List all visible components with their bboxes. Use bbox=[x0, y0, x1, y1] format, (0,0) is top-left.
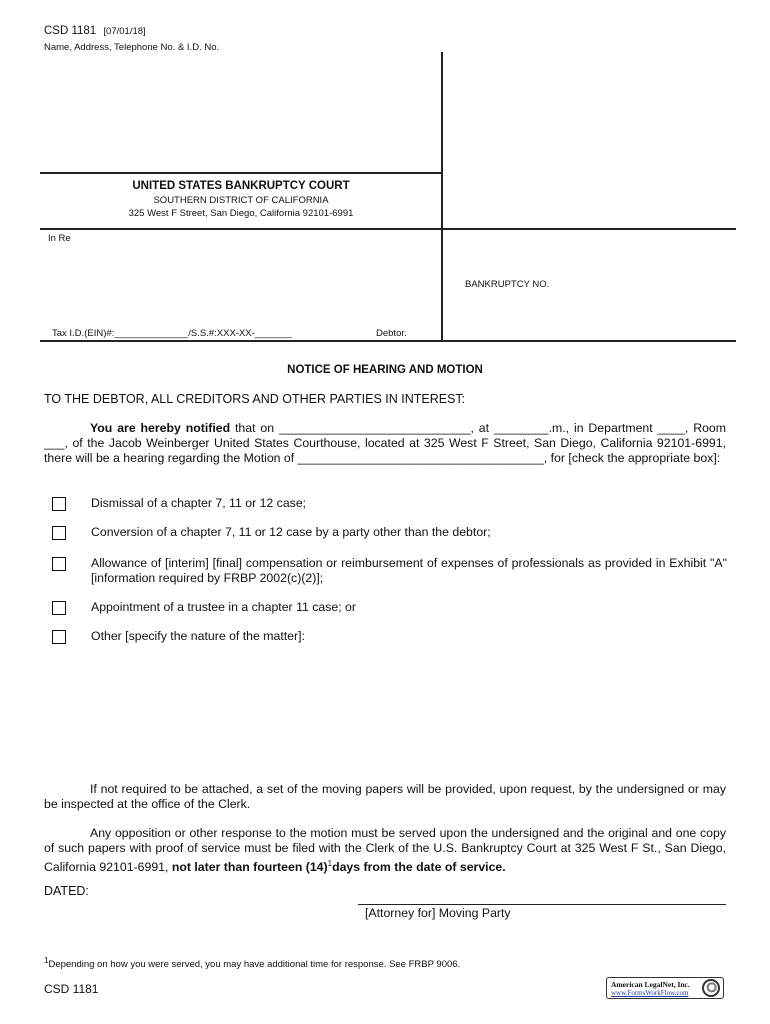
form-code-text: CSD 1181 bbox=[44, 25, 97, 37]
option-other-label: Other [specify the nature of the matter]: bbox=[91, 629, 305, 643]
debtor-label: Debtor. bbox=[376, 328, 407, 339]
caption-rule-top bbox=[40, 172, 442, 174]
court-address: 325 West F Street, San Diego, California 92101-6991 bbox=[128, 208, 354, 219]
caption-rule-bottom bbox=[40, 340, 736, 342]
opposition-paragraph bbox=[44, 826, 726, 875]
opposition-text: Any opposition or other response to the motion must be served upon the undersigned and the original and one copy of such papers with proof of service must be filed with the Clerk of the U.S. Bankruptcy Court at 325 West F St., San Diego, California 92101-6991, bbox=[44, 826, 726, 875]
badge-company-name: American LegalNet, Inc. bbox=[611, 980, 690, 989]
court-district: SOUTHERN DISTRICT OF CALIFORNIA bbox=[153, 195, 329, 206]
checkbox-trustee[interactable] bbox=[52, 601, 66, 615]
notified-bold: You are hereby notified bbox=[90, 421, 231, 435]
checkbox-dismissal[interactable] bbox=[52, 497, 66, 511]
signature-line[interactable] bbox=[358, 904, 726, 905]
option-allowance-label: Allowance of [interim] [final] compensation or reimbursement of expenses of professionals as provided in Exhibit "A" [information required by FRBP 2002(c)(2)]; bbox=[91, 556, 727, 585]
legalnet-logo-icon bbox=[702, 979, 720, 997]
option-conversion bbox=[52, 525, 727, 540]
checkbox-conversion[interactable] bbox=[52, 526, 66, 540]
checkbox-allowance[interactable] bbox=[52, 557, 66, 571]
option-trustee-label: Appointment of a trustee in a chapter 11 case; or bbox=[91, 600, 356, 614]
option-allowance bbox=[52, 556, 727, 586]
option-other bbox=[52, 629, 727, 644]
deadline-bold: not later than fourteen (14) bbox=[171, 860, 328, 875]
option-dismissal-label: Dismissal of a chapter 7, 11 or 12 case; bbox=[91, 496, 307, 510]
notice-title: NOTICE OF HEARING AND MOTION bbox=[287, 364, 483, 376]
footnote-mark: 1 bbox=[44, 956, 49, 965]
bankruptcy-no-label: BANKRUPTCY NO. bbox=[465, 279, 550, 290]
footer-form-code: CSD 1181 bbox=[44, 982, 99, 996]
dated-label: DATED: bbox=[44, 884, 89, 898]
deadline-footnote-mark: 1 bbox=[327, 859, 333, 868]
hearing-notice-paragraph bbox=[44, 421, 726, 466]
name-address-label: Name, Address, Telephone No. & I.D. No. bbox=[44, 42, 220, 53]
moving-papers-text: If not required to be attached, a set of the moving papers will be provided, upon request, by the undersigned or may be inspected at the office of the Clerk. bbox=[44, 782, 726, 811]
caption-rule-middle bbox=[40, 228, 736, 230]
in-re-label: In Re bbox=[48, 233, 71, 244]
legalnet-badge[interactable] bbox=[606, 977, 724, 999]
footnote-text: Depending on how you were served, you may have additional time for response. See FRBP 9006. bbox=[48, 959, 461, 971]
option-dismissal bbox=[52, 496, 727, 511]
deadline-bold-end: days from the date of service. bbox=[332, 860, 506, 875]
footnote bbox=[44, 956, 460, 970]
signature-label: [Attorney for] Moving Party bbox=[365, 906, 511, 920]
option-conversion-label: Conversion of a chapter 7, 11 or 12 case by a party other than the debtor; bbox=[91, 525, 491, 539]
moving-papers-paragraph bbox=[44, 782, 726, 812]
tax-id-field: Tax I.D.(EIN)#:______________/S.S.#:XXX-XX-_______ bbox=[52, 328, 292, 339]
form-date: [07/01/18] bbox=[103, 26, 146, 37]
court-title: UNITED STATES BANKRUPTCY COURT bbox=[132, 180, 350, 192]
form-code bbox=[44, 25, 146, 37]
option-trustee bbox=[52, 600, 727, 615]
checkbox-other[interactable] bbox=[52, 630, 66, 644]
addressee-line: TO THE DEBTOR, ALL CREDITORS AND OTHER PARTIES IN INTEREST: bbox=[44, 392, 466, 406]
hearing-details: that on ____________________________, at ________.m., in Department ____, Room ___, of the Jacob Weinberger United States Courthouse, located at 325 West F Street, San Diego, California 92101-6991, there will be a hearing regarding the Motion of ____________________________________, for [check the appropriate box]: bbox=[44, 421, 726, 465]
badge-url-link[interactable]: www.FormsWorkFlow.com bbox=[611, 989, 689, 997]
